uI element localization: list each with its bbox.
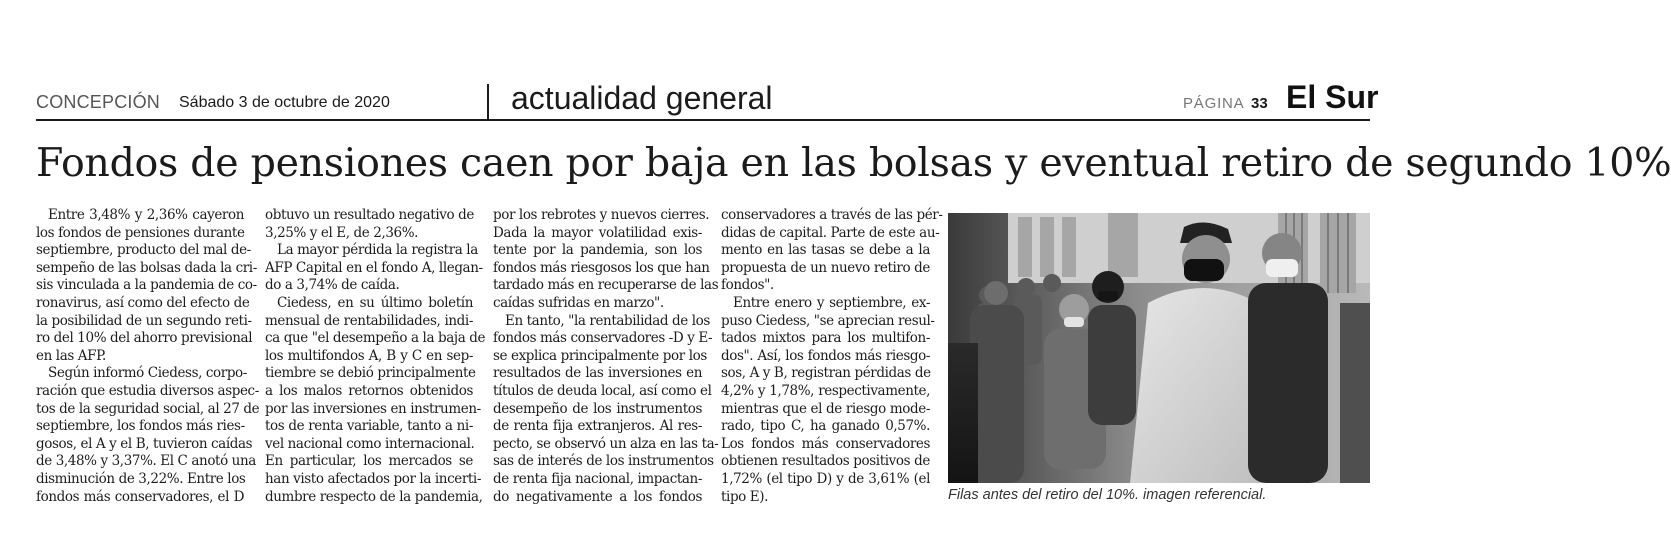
photo-caption: Filas antes del retiro del 10%. imagen referencial. bbox=[948, 487, 1267, 503]
article-column-4 bbox=[721, 207, 943, 506]
newspaper-logo: El Sur bbox=[1286, 79, 1379, 115]
text-line: fondos más conservadores, el D bbox=[36, 488, 244, 505]
text-line: sas de interés de los instrumentos bbox=[493, 453, 714, 470]
text-line: pecto, se observó un alza en las ta- bbox=[493, 435, 719, 452]
text-line: dumbre respecto de la pandemia, bbox=[265, 488, 483, 505]
text-line: han visto afectados por la incerti- bbox=[265, 470, 481, 487]
text-line: puso Ciedess, "se aprecian resul- bbox=[721, 312, 935, 329]
article-headline: Fondos de pensiones caen por baja en las bolsas y eventual retiro de segundo 10% bbox=[36, 140, 1671, 186]
text-line: fondos más riesgosos los que han bbox=[493, 259, 710, 276]
text-line: mensual de rentabilidades, indi- bbox=[265, 312, 473, 329]
text-line: mento en las tasas se debe a la bbox=[721, 242, 930, 259]
article-column-2 bbox=[265, 207, 486, 506]
text-line: didas de capital. Parte de este au- bbox=[721, 224, 940, 241]
text-line: tipo E). bbox=[721, 488, 769, 505]
text-line: fondos". bbox=[721, 277, 774, 294]
text-line: En tanto, "la rentabilidad de los bbox=[505, 312, 710, 329]
header-divider bbox=[487, 84, 489, 120]
text-line: ca que "el desempeño a la baja de bbox=[265, 330, 486, 347]
page-section-title: actualidad general bbox=[511, 80, 773, 116]
text-line: ración que estudia diversos aspec- bbox=[36, 382, 259, 399]
text-line: Según informó Ciedess, corpo- bbox=[48, 365, 247, 382]
text-line: sos, A y B, registran pérdidas de bbox=[721, 365, 931, 382]
article-column-3 bbox=[493, 207, 719, 506]
text-line: tados mixtos para los multifon- bbox=[721, 330, 930, 347]
text-line: ro del 10% del ahorro previsional bbox=[36, 330, 253, 347]
text-line: En particular, los mercados se bbox=[265, 453, 473, 470]
text-line: resultados de las inversiones en bbox=[493, 365, 702, 382]
text-line: septiembre, los fondos más ries- bbox=[36, 418, 245, 435]
text-line: disminución de 3,22%. Entre los bbox=[36, 470, 246, 487]
text-line: los multifondos A, B y C en sep- bbox=[265, 347, 473, 364]
issue-date: Sábado 3 de octubre de 2020 bbox=[179, 94, 390, 111]
text-line: por las inversiones en instrumen- bbox=[265, 400, 481, 417]
text-line: sis vinculada a la pandemia de co- bbox=[36, 277, 257, 294]
text-line: por los rebrotes y nuevos cierres. bbox=[493, 207, 710, 223]
section-label: CONCEPCIÓN bbox=[36, 92, 161, 112]
text-line: obtienen resultados positivos de bbox=[721, 453, 930, 470]
text-line: de renta fija nacional, impactan- bbox=[493, 470, 702, 487]
text-line: la posibilidad de un segundo reti- bbox=[36, 312, 252, 329]
text-line: tente por la pandemia, son los bbox=[493, 242, 702, 259]
text-line: Dada la mayor volatilidad exis- bbox=[493, 224, 702, 241]
text-line: títulos de deuda local, así como el bbox=[493, 382, 712, 399]
text-line: mientras que el de riesgo mode- bbox=[721, 400, 930, 417]
text-line: Los fondos más conservadores bbox=[721, 435, 930, 452]
text-line: ronavirus, así como del efecto de bbox=[36, 294, 250, 311]
text-line: septiembre, producto del mal de- bbox=[36, 242, 251, 259]
text-line: rado, tipo C, ha ganado 0,57%. bbox=[721, 418, 930, 435]
text-line: 1,72% (el tipo D) y de 3,61% (el bbox=[721, 470, 930, 487]
text-line: caídas sufridas en marzo". bbox=[493, 294, 664, 311]
text-line: obtuvo un resultado negativo de bbox=[265, 207, 474, 223]
text-line: Ciedess, en su último boletín bbox=[277, 294, 473, 311]
text-line: La mayor pérdida la registra la bbox=[277, 242, 478, 259]
text-line: AFP Capital en el fondo A, llegan- bbox=[265, 259, 483, 276]
text-line: conservadores a través de las pér- bbox=[721, 207, 943, 223]
text-line: do negativamente a los fondos bbox=[493, 488, 702, 505]
text-line: se explica principalmente por los bbox=[493, 347, 707, 364]
text-line: fondos más conservadores -D y E- bbox=[493, 330, 713, 347]
article-column-1 bbox=[36, 207, 260, 506]
text-line: 4,2% y 1,78%, respectivamente, bbox=[721, 382, 930, 399]
text-line: los fondos de pensiones durante bbox=[36, 224, 245, 241]
header-rule bbox=[36, 119, 1370, 121]
text-line: tos de la seguridad social, al 27 de bbox=[36, 400, 260, 417]
page-label: PÁGINA bbox=[1183, 95, 1245, 112]
text-line: tardado más en recuperarse de las bbox=[493, 277, 719, 294]
text-line: do a 3,74% de caída. bbox=[265, 277, 400, 294]
page-number: 33 bbox=[1251, 95, 1268, 112]
text-line: dos". Así, los fondos más riesgo- bbox=[721, 347, 930, 364]
text-line: desempeño de los instrumentos bbox=[493, 400, 702, 417]
crowd-photo-illustration bbox=[948, 213, 1370, 483]
text-line: propuesta de un nuevo retiro de bbox=[721, 259, 930, 276]
text-line: Entre 3,48% y 2,36% cayeron bbox=[48, 207, 244, 223]
text-line: Entre enero y septiembre, ex- bbox=[733, 294, 930, 311]
text-line: gosos, el A y el B, tuvieron caídas bbox=[36, 435, 253, 452]
text-line: vel nacional como internacional. bbox=[265, 435, 475, 452]
text-line: tos de renta variable, tanto a ni- bbox=[265, 418, 473, 435]
page-header bbox=[36, 79, 1379, 120]
text-line: a los malos retornos obtenidos bbox=[265, 382, 473, 399]
text-line: de 3,48% y 3,37%. El C anotó una bbox=[36, 453, 256, 470]
text-line: en las AFP. bbox=[36, 347, 106, 364]
text-line: tiembre se debió principalmente bbox=[265, 365, 476, 382]
text-line: de renta fija extranjeros. Al res- bbox=[493, 418, 702, 435]
text-line: 3,25% y el E, de 2,36%. bbox=[265, 224, 419, 241]
article-photo bbox=[948, 213, 1370, 483]
text-line: sempeño de las bolsas dada la cri- bbox=[36, 259, 257, 276]
